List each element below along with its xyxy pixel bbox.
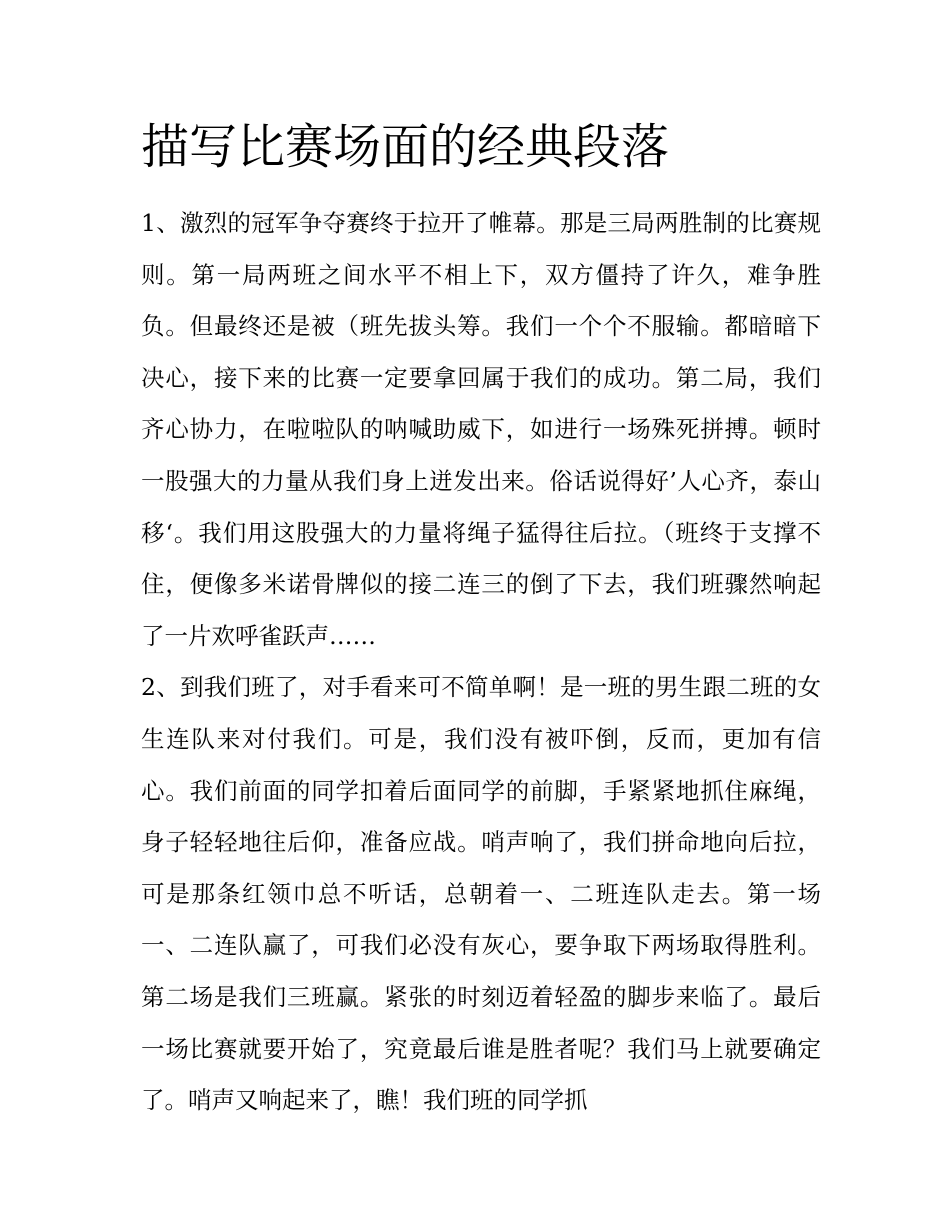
document-title: 描写比赛场面的经典段落: [141, 119, 670, 175]
paragraph-1: 1、激烈的冠军争夺赛终于拉开了帷幕。那是三局两胜制的比赛规则。第一局两班之间水平不相上下，双方僵持了许久，难争胜负。但最终还是被（班先拔头筹。我们一个个不服输。都暗暗下决心，接下来的比赛一定要拿回属于我们的成功。第二局，我们齐心协力，在啦啦队的呐喊助威下，如进行一场殊死拼搏。顿时一股强大的力量从我们身上迸发出来。俗话说得好’人心齐，泰山移‘。我们用这股强大的力量将绳子猛得往后拉。（班终于支撑不住，便像多米诺骨牌似的接二连三的倒了下去，我们班骤然响起了一片欢呼雀跃声……: [141, 209, 821, 650]
paragraph-2: 2、到我们班了，对手看来可不简单啊！是一班的男生跟二班的女生连队来对付我们。可是，我们没有被吓倒，反而，更加有信心。我们前面的同学扣着后面同学的前脚，手紧紧地抓住麻绳，身子轻轻地往后仰，准备应战。哨声响了，我们拼命地向后拉，可是那条红领巾总不听话，总朝着一、二班连队走去。第一场一、二连队赢了，可我们必没有灰心，要争取下两场取得胜利。第二场是我们三班赢。紧张的时刻迈着轻盈的脚步来临了。最后一场比赛就要开始了，究竟最后谁是胜者呢？我们马上就要确定了。哨声又响起来了，瞧！我们班的同学抓: [141, 673, 821, 1115]
document-body: [141, 198, 821, 1127]
